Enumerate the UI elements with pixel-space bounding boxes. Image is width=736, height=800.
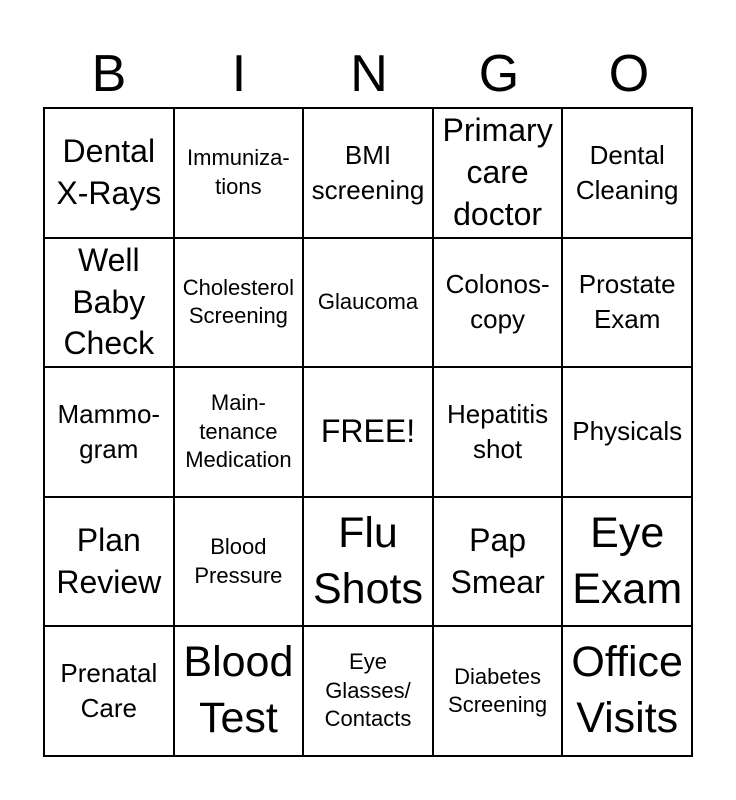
bingo-cell[interactable]: [562, 367, 692, 497]
bingo-cell[interactable]: [303, 108, 433, 238]
bingo-cell[interactable]: [562, 108, 692, 238]
cell-text: Dental X-Rays: [56, 133, 162, 211]
bingo-cell[interactable]: [44, 367, 174, 497]
bingo-cell[interactable]: [174, 238, 304, 368]
free-space-cell[interactable]: [303, 367, 433, 497]
cell-text: Prostate Exam: [578, 269, 676, 335]
cell-text: Eye Exam: [572, 508, 683, 613]
bingo-cell[interactable]: [174, 626, 304, 756]
bingo-cell[interactable]: [562, 626, 692, 756]
bingo-cell[interactable]: [433, 497, 563, 627]
header-letter-o: O: [608, 45, 650, 103]
header-letter-g: G: [478, 45, 520, 103]
cell-text: Pap Smear: [450, 522, 545, 600]
bingo-cell[interactable]: [562, 238, 692, 368]
bingo-cell[interactable]: [174, 497, 304, 627]
cell-text: Eye Glasses/ Contacts: [324, 649, 412, 732]
bingo-cell[interactable]: [562, 497, 692, 627]
bingo-cell[interactable]: [174, 108, 304, 238]
cell-text: Well Baby Check: [63, 242, 155, 362]
cell-text: BMI screening: [311, 139, 425, 205]
cell-text: Hepatitis shot: [447, 398, 549, 464]
bingo-cell[interactable]: [433, 108, 563, 238]
cell-text: Glaucoma: [317, 289, 419, 315]
bingo-cell[interactable]: [44, 238, 174, 368]
bingo-cell[interactable]: [433, 626, 563, 756]
cell-text: Plan Review: [56, 522, 162, 600]
bingo-cell[interactable]: [303, 626, 433, 756]
cell-text: Diabetes Screening: [448, 663, 548, 718]
free-space-text: FREE!: [320, 413, 416, 450]
bingo-cell[interactable]: [44, 497, 174, 627]
header-letter-b: B: [91, 45, 127, 103]
bingo-header: [44, 40, 694, 108]
cell-text: Primary care doctor: [442, 112, 553, 232]
bingo-cell[interactable]: [44, 626, 174, 756]
bingo-cell[interactable]: [303, 497, 433, 627]
header-letter-n: N: [350, 45, 388, 103]
cell-text: Cholesterol Screening: [182, 274, 295, 329]
cell-text: Prenatal Care: [60, 658, 158, 724]
bingo-cell[interactable]: [44, 108, 174, 238]
cell-text: Immuniza- tions: [187, 145, 290, 199]
cell-text: Flu Shots: [313, 508, 423, 613]
bingo-cell[interactable]: [433, 238, 563, 368]
cell-text: Physicals: [572, 416, 683, 447]
header-letter-i: I: [231, 45, 247, 103]
bingo-cell[interactable]: [433, 367, 563, 497]
cell-text: Main- tenance Medication: [185, 390, 292, 473]
cell-text: Blood Test: [183, 638, 294, 743]
bingo-cell[interactable]: [174, 367, 304, 497]
cell-text: Colonos- copy: [445, 269, 550, 335]
bingo-cell[interactable]: [303, 238, 433, 368]
bingo-board: [43, 107, 693, 757]
cell-text: Dental Cleaning: [575, 139, 679, 205]
cell-text: Mammo- gram: [57, 398, 161, 464]
cell-text: Blood Pressure: [194, 534, 283, 588]
cell-text: Office Visits: [571, 638, 683, 743]
